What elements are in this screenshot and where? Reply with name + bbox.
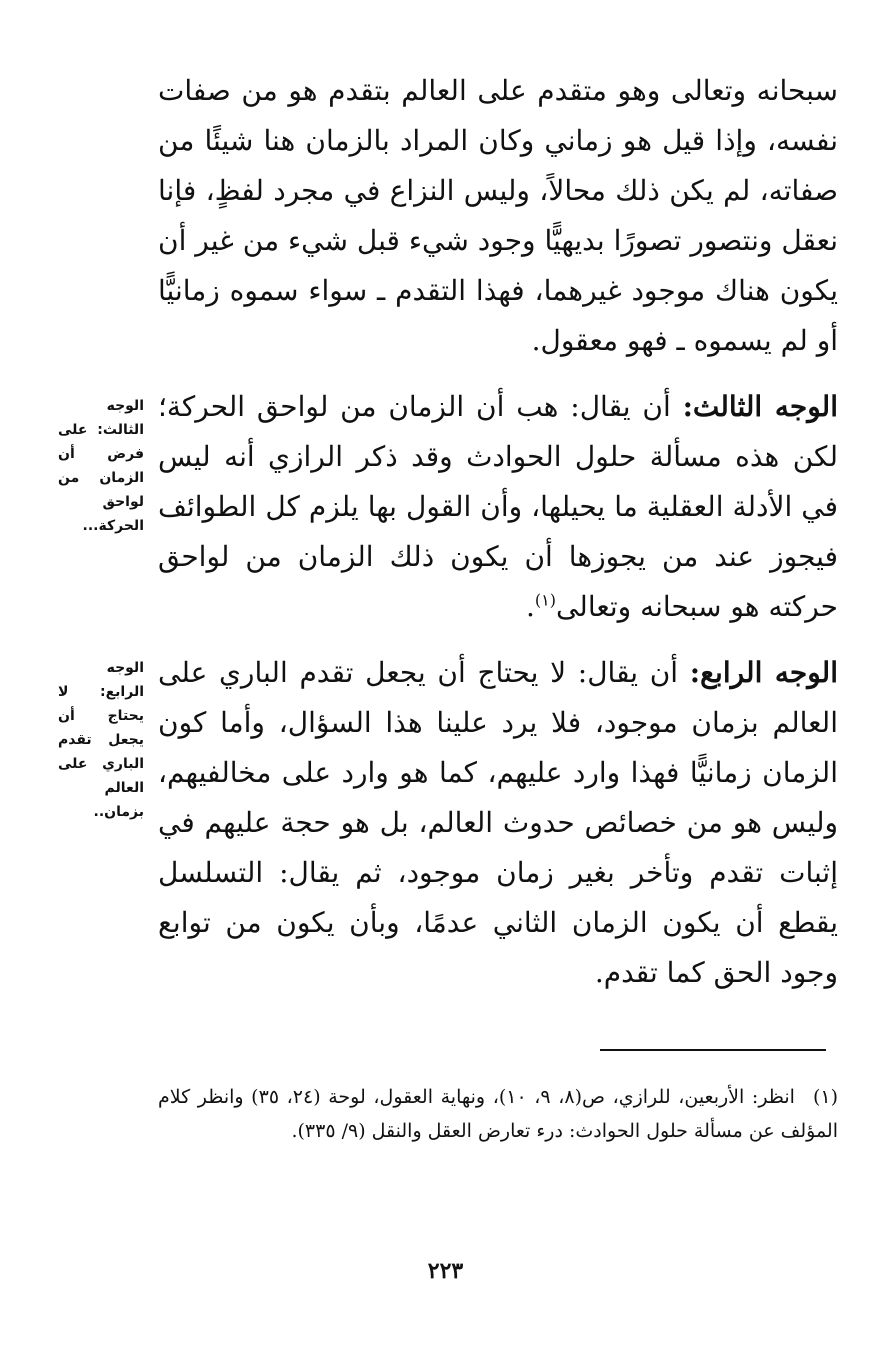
margin-note-fourth-aspect: الوجه الرابع: لا يحتاج أن يجعل تقدم الباري على العالم بزمان.. (58, 660, 144, 820)
margin-note-third-aspect: الوجه الثالث: على فرض أن الزمان من لواحق الحركة... (58, 398, 144, 534)
paragraph-2-end: . (525, 590, 535, 623)
footnote (158, 1080, 838, 1148)
paragraph-3 (158, 648, 838, 998)
footnote-divider (600, 1049, 826, 1051)
paragraph-2-heading: الوجه الثالث: (682, 390, 838, 423)
footnote-number: (١) (812, 1086, 839, 1108)
main-text-block (158, 66, 838, 998)
footnote-text: انظر: الأربعين، للرازي، ص(٨، ٩، ١٠)، ونهاية العقول، لوحة (٢٤، ٣٥) وانظر كلام المؤلف عن مسألة حلول الحوادث: درء تعارض العقل والنقل (٩/ ٣٣٥). (158, 1086, 838, 1142)
paragraph-3-heading: الوجه الرابع: (689, 656, 838, 689)
paragraph-1: سبحانه وتعالى وهو متقدم على العالم بتقدم هو من صفات نفسه، وإذا قيل هو زماني وكان المراد بالزمان هنا شيئًا من صفاته، لم يكن ذلك محالاً، وليس النزاع في مجرد لفظٍ، فإنا نعقل ونتصور تصورًا بديهيًّا وجود شيء قبل شيء من غير أن يكون هناك موجود غيرهما، فهذا التقدم ـ سواء سموه زمانيًّا أو لم يسموه ـ فهو معقول. (158, 74, 838, 357)
footnote-reference[interactable]: (١) (534, 590, 556, 610)
paragraph-2-text: أن يقال: هب أن الزمان من لواحق الحركة؛ لكن هذه مسألة حلول الحوادث وقد ذكر الرازي أنه ليس في الأدلة العقلية ما يحيلها، وأن القول بها يلزم كل الطوائف فيجوز عند من يجوزها أن يكون ذلك الزمان من لواحق حركته هو سبحانه وتعالى (158, 390, 838, 623)
paragraph-2 (158, 382, 838, 632)
page-number: ٢٢٣ (427, 1258, 464, 1284)
paragraph-3-text: أن يقال: لا يحتاج أن يجعل تقدم الباري على العالم بزمان موجود، فلا يرد علينا هذا السؤال، وأما كون الزمان زمانيًّا فهذا وارد عليهم، كما هو وارد على مخالفيهم، وليس هو من خصائص حدوث العالم، بل هو حجة عليهم في إثبات تقدم وتأخر بغير زمان موجود، ثم يقال: التسلسل يقطع أن يكون الزمان الثاني عدمًا، وبأن يكون من توابع وجود الحق كما تقدم. (158, 656, 838, 989)
